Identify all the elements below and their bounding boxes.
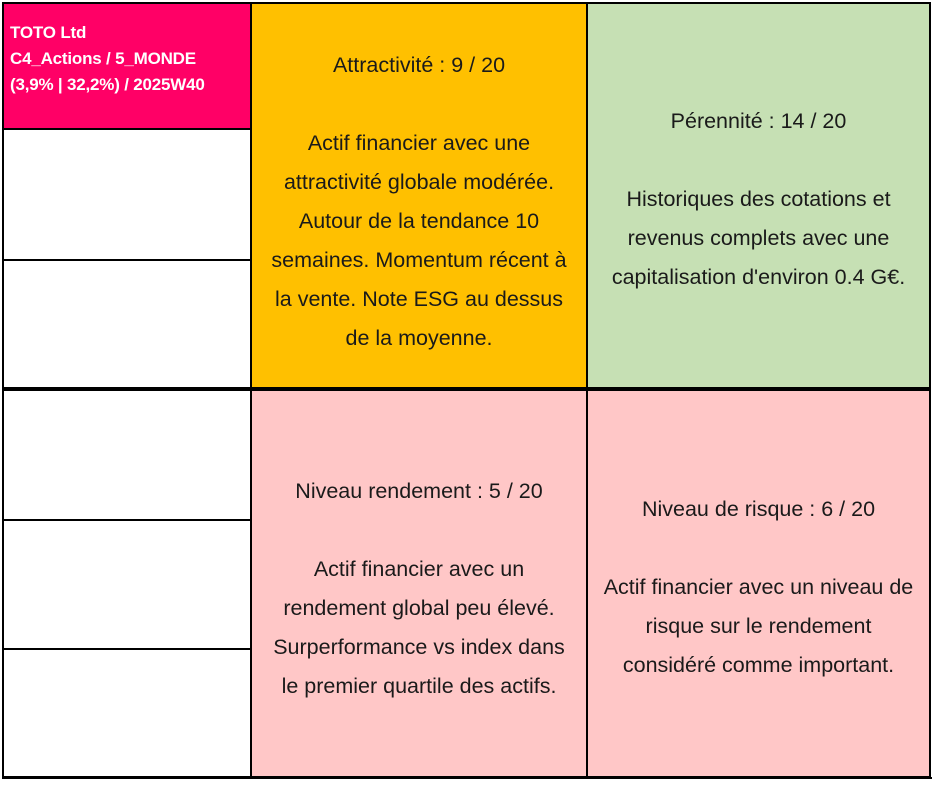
attractivite-score: Attractivité : 9 / 20 bbox=[332, 53, 506, 77]
risque-quadrant bbox=[586, 389, 931, 778]
perennite-score: Pérennité : 14 / 20 bbox=[670, 109, 847, 133]
asset-stats-period: (3,9% | 32,2%) / 2025W40 bbox=[10, 75, 205, 94]
attractivite-description: Actif financier avec une attractivité globale modérée. Autour de la tendance 10 semaines. Momentum récent à la vente. Note ESG au dessus de la moyenne. bbox=[271, 131, 567, 350]
asset-header bbox=[2, 2, 252, 130]
left-blank-cell-5 bbox=[2, 648, 252, 778]
rendement-score: Niveau rendement : 5 / 20 bbox=[295, 479, 543, 503]
perennite-quadrant bbox=[586, 2, 931, 389]
left-blank-cell-1 bbox=[2, 128, 252, 261]
rendement-quadrant bbox=[250, 389, 588, 778]
attractivite-quadrant bbox=[250, 2, 588, 389]
risque-score: Niveau de risque : 6 / 20 bbox=[641, 497, 876, 521]
risque-description: Actif financier avec un niveau de risque sur le rendement considéré comme important. bbox=[603, 575, 914, 677]
bottom-border bbox=[2, 777, 932, 779]
left-blank-cell-3 bbox=[2, 389, 252, 521]
left-blank-cell-4 bbox=[2, 519, 252, 650]
perennite-description: Historiques des cotations et revenus complets avec une capitalisation d'environ 0.4 G€. bbox=[611, 187, 906, 289]
left-blank-cell-2 bbox=[2, 259, 252, 389]
asset-name: TOTO Ltd bbox=[10, 23, 87, 42]
asset-category: C4_Actions / 5_MONDE bbox=[10, 49, 196, 68]
rendement-description: Actif financier avec un rendement global peu élevé. Surperformance vs index dans le premier quartile des actifs. bbox=[273, 557, 565, 698]
